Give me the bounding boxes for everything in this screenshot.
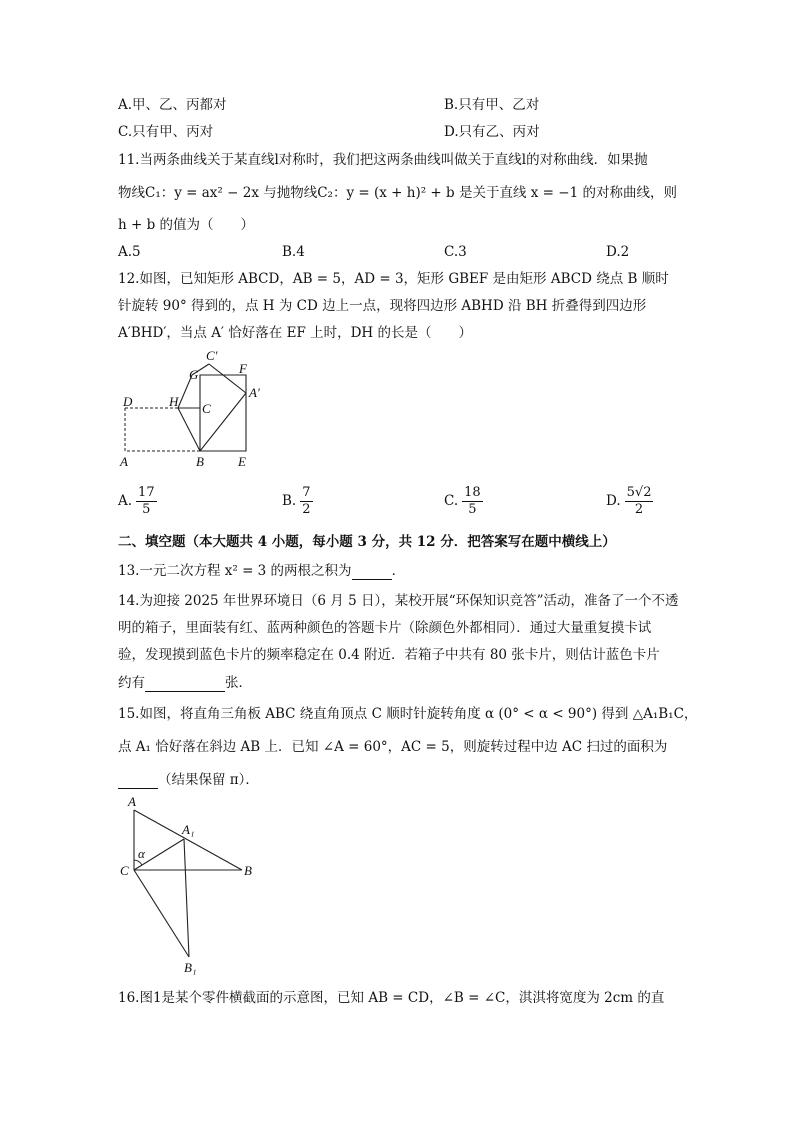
q12-figure	[110, 345, 270, 473]
label-e: E	[238, 454, 246, 469]
q10-option-b: B.只有甲、乙对	[444, 97, 540, 113]
label-c1: C′	[206, 348, 218, 363]
line-a1-b1	[184, 839, 189, 957]
line-c-b1	[134, 870, 189, 957]
q15-line3: （结果保留 π）．	[118, 770, 259, 789]
label-a1: A′	[249, 385, 260, 400]
q16-line1: 16.图1是某个零件横截面的示意图，已知 AB = CD，∠B = ∠C，淇淇将宽度为 2cm 的直	[118, 990, 665, 1006]
q12-option-c: C. $\frac{18}{5}$	[444, 485, 481, 517]
q11-option-b: B.4	[282, 244, 305, 260]
q12-option-b: B. $\frac{7}{2}$	[282, 485, 311, 517]
label-a: A	[128, 794, 136, 809]
section-2-title: 二、填空题（本大题共 4 小题，每小题 3 分，共 12 分．把答案写在题中横线上）	[118, 534, 616, 550]
label-a: A	[120, 454, 128, 469]
label-b: B	[244, 863, 252, 878]
label-c: C	[202, 401, 211, 416]
q12-line1: 12.如图，已知矩形 ABCD，AB = 5，AD = 3，矩形 GBEF 是由矩形 ABCD 绕点 B 顺时	[118, 271, 669, 287]
label-b: B	[196, 454, 204, 469]
q12-line2: 针旋转 90° 得到的，点 H 为 CD 边上一点，现将四边形 ABHD 沿 BH 折叠得到四边形	[118, 298, 647, 314]
q15-figure	[112, 792, 272, 982]
line-a-b	[134, 810, 242, 870]
q14-line1: 14.为迎接 2025 年世界环境日（6 月 5 日），某校开展“环保知识竞答”活动，准备了一个不透	[118, 593, 679, 609]
label-h: H	[169, 394, 179, 409]
q11-line1: 11.当两条曲线关于某直线l对称时，我们把这两条曲线叫做关于直线l的对称曲线．如果抛	[118, 152, 648, 168]
q11-option-c: C.3	[444, 244, 467, 260]
q15-line2: 点 A₁ 恰好落在斜边 AB 上．已知 ∠A = 60°，AC = 5，则旋转过程中边 AC 扫过的面积为	[118, 739, 668, 755]
q13-line: 13.一元二次方程 x² = 3 的两根之积为 ．	[118, 563, 406, 579]
q11-option-d: D.2	[606, 244, 630, 260]
label-alpha: α	[138, 846, 145, 861]
label-d: D	[123, 394, 133, 409]
q10-option-a: A.甲、乙、丙都对	[118, 97, 227, 113]
line-h-b	[178, 408, 200, 451]
q14-line4: 约有 张．	[118, 675, 252, 691]
label-f: F	[239, 361, 247, 376]
q11-line2: 物线C₁：y = ax² − 2x 与抛物线C₂：y = (x + h)² + b 是关于直线 x = −1 的对称曲线，则	[118, 185, 677, 201]
label-a1: A₁	[182, 822, 195, 837]
label-c: C	[120, 863, 129, 878]
q15-line1: 15.如图，将直角三角板 ABC 绕直角顶点 C 顺时针旋转角度 α (0° < α < 90°) 得到 △A₁B₁C，	[118, 706, 698, 722]
q14-line2: 明的箱子，里面装有红、蓝两种颜色的答题卡片（除颜色外都相同）．通过大量重复摸卡试	[118, 620, 652, 636]
label-b1: B₁	[184, 960, 197, 975]
q11-line3: h + b 的值为（ ）	[118, 217, 255, 233]
q14-line3: 验，发现摸到蓝色卡片的频率稳定在 0.4 附近．若箱子中共有 80 张卡片，则估计蓝色卡片	[118, 647, 660, 663]
label-g: G	[189, 367, 199, 382]
q11-option-a: A.5	[118, 244, 141, 260]
q12-line3: A′BHD′，当点 A′ 恰好落在 EF 上时，DH 的长是（ ）	[118, 325, 472, 341]
q12-option-a: A. $\frac{17}{5}$	[118, 485, 155, 517]
q10-option-d: D.只有乙、丙对	[444, 124, 540, 140]
q10-option-c: C.只有甲、丙对	[118, 124, 214, 140]
q12-option-d: D. $\frac{5√2}{2}$	[606, 485, 652, 517]
